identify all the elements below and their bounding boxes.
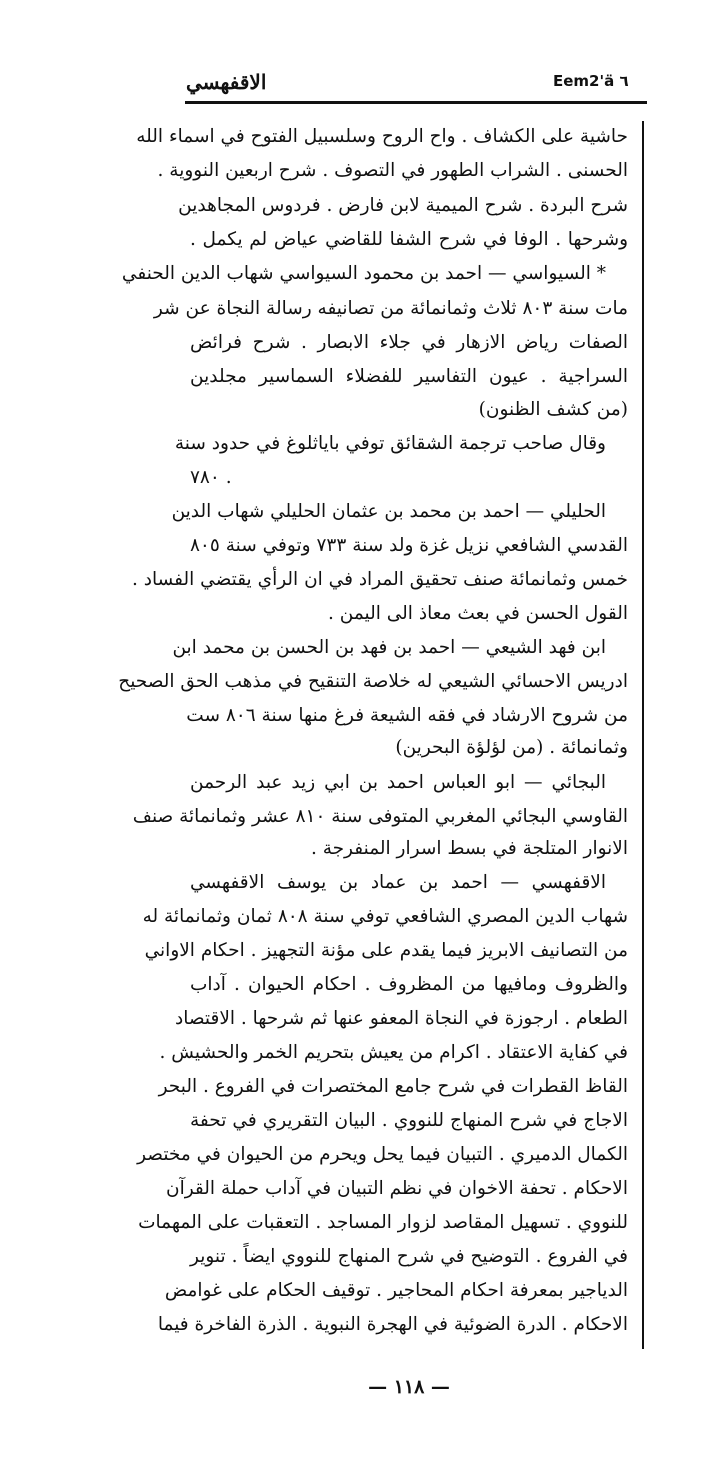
text-line: . ٧٨٠ <box>190 467 232 488</box>
text-line: الصفات رياض الازهار في جلاء الابصار . شرح فرائض <box>190 332 628 353</box>
text-line: ادريس الاحسائي الشيعي له خلاصة التنقيح في مذهب الحق الصحيح <box>118 671 628 692</box>
text-line: وقال صاحب ترجمة الشقائق توفي باياثلوغ في حدود سنة <box>174 433 606 454</box>
page-number: — ١١٨ — <box>368 1376 450 1398</box>
text-line: القاظ القطرات في شرح جامع المختصرات في الفروع . البحر <box>158 1076 628 1097</box>
text-line: الانوار المتلجة في بسط اسرار المنفرجة . <box>310 838 628 859</box>
text-line: الكمال الدميري . التبيان فيما يحل ويحرم من الحيوان في مختصر <box>137 1144 628 1165</box>
text-line: في كفاية الاعتقاد . اكرام من يعيش بتحريم الخمر والحشيش . <box>159 1042 628 1063</box>
text-line: الطعام . ارجوزة في النجاة المعفو عنها ثم شرحها . الاقتصاد <box>174 1008 628 1029</box>
text-line: من التصانيف الابريز فيما يقدم على مؤنة التجهيز . احكام الاواني <box>144 940 628 961</box>
text-line: خمس وثمانمائة صنف تحقيق المراد في ان الرأي يقتضي الفساد . <box>132 569 628 590</box>
text-line: للنووي . تسهيل المقاصد لزوار المساجد . التعقبات على المهمات <box>138 1212 628 1233</box>
text-line: الاجاج في شرح المنهاج للنووي . البيان التقريري في تحفة <box>190 1110 628 1131</box>
text-line: الاحكام . تحفة الاخوان في نظم التبيان في آداب حملة القرآن <box>166 1178 628 1199</box>
header-code: Eem2'ä ٦ <box>553 72 629 90</box>
text-line: في الفروع . التوضيح في شرح المنهاج للنووي ايضاً . تنوير <box>190 1246 628 1267</box>
text-line: القول الحسن في بعث معاذ الى اليمن . <box>327 603 628 624</box>
text-line: حاشية على الكشاف . واح الروح وسلسبيل الفتوح في اسماء الله <box>136 126 628 147</box>
text-line: وثمانمائة . (من لؤلؤة البحرين) <box>395 737 628 758</box>
text-line: والظروف ومافيها من المظروف . احكام الحيوان . آداب <box>190 974 628 995</box>
text-line: مات سنة ٨٠٣ ثلاث وثمانمائة من تصانيفه رسالة النجاة عن شر <box>153 298 628 319</box>
text-line: من شروح الارشاد في فقه الشيعة فرغ منها سنة ٨٠٦ ست <box>186 705 628 726</box>
text-line: الحسنى . الشراب الطهور في التصوف . شرح اربعين النووية . <box>157 160 628 181</box>
text-line: (من كشف الظنون) <box>478 399 628 420</box>
text-line: القاوسي البجائي المغربي المتوفى سنة ٨١٠ عشر وثمانمائة صنف <box>132 806 628 827</box>
header-title: الاقفهسي <box>186 70 267 94</box>
text-line: * السيواسي — احمد بن محمود السيواسي شهاب الدين الحنفي <box>121 263 606 284</box>
text-line: الحليلي — احمد بن محمد بن عثمان الحليلي شهاب الدين <box>171 501 606 522</box>
text-line: شهاب الدين المصري الشافعي توفي سنة ٨٠٨ ثمان وثمانمائة له <box>142 906 628 927</box>
text-line: الدياجير بمعرفة احكام المحاجير . توقيف الحكام على غوامض <box>164 1280 628 1301</box>
text-line: الاقفهسي — احمد بن عماد بن يوسف الاقفهسي <box>190 872 606 893</box>
text-line: ابن فهد الشيعي — احمد بن فهد بن الحسن بن محمد ابن <box>172 637 606 658</box>
text-line: البجائي — ابو العباس احمد بن ابي زيد عبد الرحمن <box>190 772 606 793</box>
text-line: الاحكام . الدرة الضوئية في الهجرة النبوية . الذرة الفاخرة فيما <box>157 1314 628 1335</box>
text-line: السراجية . عيون التفاسير للفضلاء السماسير مجلدين <box>190 366 628 387</box>
text-line: القدسي الشافعي نزيل غزة ولد سنة ٧٣٣ وتوفي سنة ٨٠٥ <box>190 535 629 556</box>
text-line: وشرحها . الوفا في شرح الشفا للقاضي عياض لم يكمل . <box>190 229 628 250</box>
text-line: شرح البردة . شرح الميمية لابن فارض . فردوس المجاهدين <box>178 195 628 216</box>
